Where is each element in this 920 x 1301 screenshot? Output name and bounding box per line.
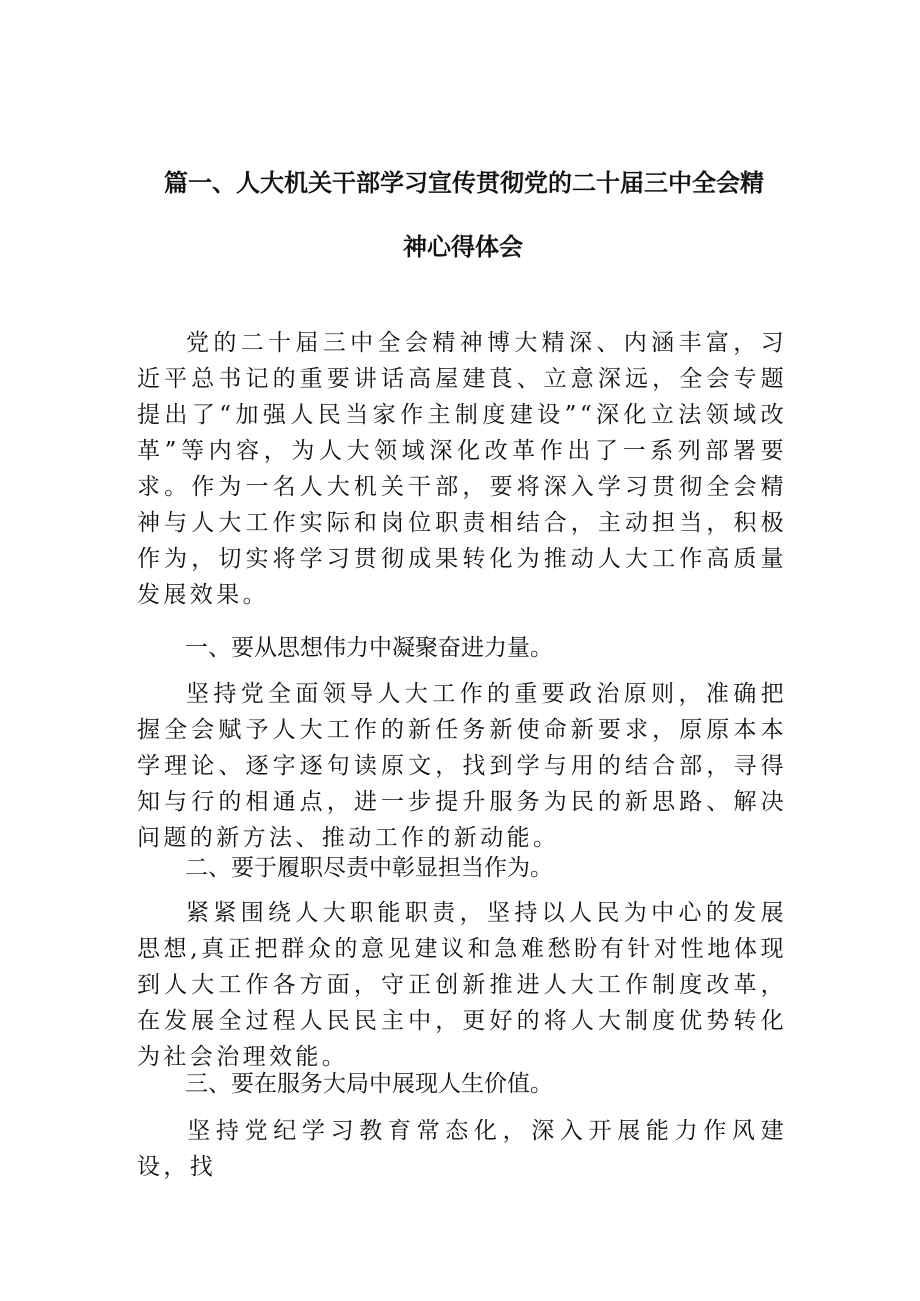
intro-text: 党的二十届三中全会精神博大精深、内涵丰富，习近平总书记的重要讲话高屋建茛、立意深远，全会专题提出了“加强人民当家作主制度建设”“深化立法领域改革”等内容，为人大领域深化改革作出了一系列部署要求。作为一名人大机关干部，要将深入学习贯彻全会精神与人大工作实际和岗位职责相结合，主动担当，积极作为，切实将学习贯彻成果转化为推动人大工作高质量发展效果。 — [137, 330, 787, 608]
section-heading-3: 三、要在服务大局中展现人生价值。 — [185, 1071, 553, 1097]
intro-paragraph — [137, 325, 787, 613]
section-text-2: 紧紧围绕人大职能职责，坚持以人民为中心的发展思想,真正把群众的意见建议和急难愁盼有针对性地体现到人大工作各方面，守正创新推进人大工作制度改革，在发展全过程人民民主中，更好的将人大制度优势转化为社会治理效能。 — [137, 900, 787, 1070]
section-text-1: 坚持党全面领导人大工作的重要政治原则，准确把握全会赋予人大工作的新任务新使命新要求，原原本本学理论、逐字逐句读原文，找到学与用的结合部，寻得知与行的相通点，进一步提升服务为民的新思路、解决问题的新方法、推动工作的新动能。 — [137, 681, 787, 851]
section-paragraph-1 — [137, 676, 787, 856]
section-paragraph-2 — [137, 895, 787, 1075]
section-heading-1: 一、要从思想伟力中凝聚奋进力量。 — [185, 635, 553, 661]
document-title-line-1: 篇一、人大机关干部学习宣传贯彻党的二十届三中全会精 — [164, 169, 764, 197]
document-title-line-2: 神心得体会 — [403, 233, 523, 261]
section-text-3: 坚持党纪学习教育常态化，深入开展能力作风建设，找 — [137, 1118, 787, 1180]
section-paragraph-3 — [137, 1113, 787, 1185]
section-heading-2: 二、要于履职尽责中彰显担当作为。 — [185, 855, 553, 881]
